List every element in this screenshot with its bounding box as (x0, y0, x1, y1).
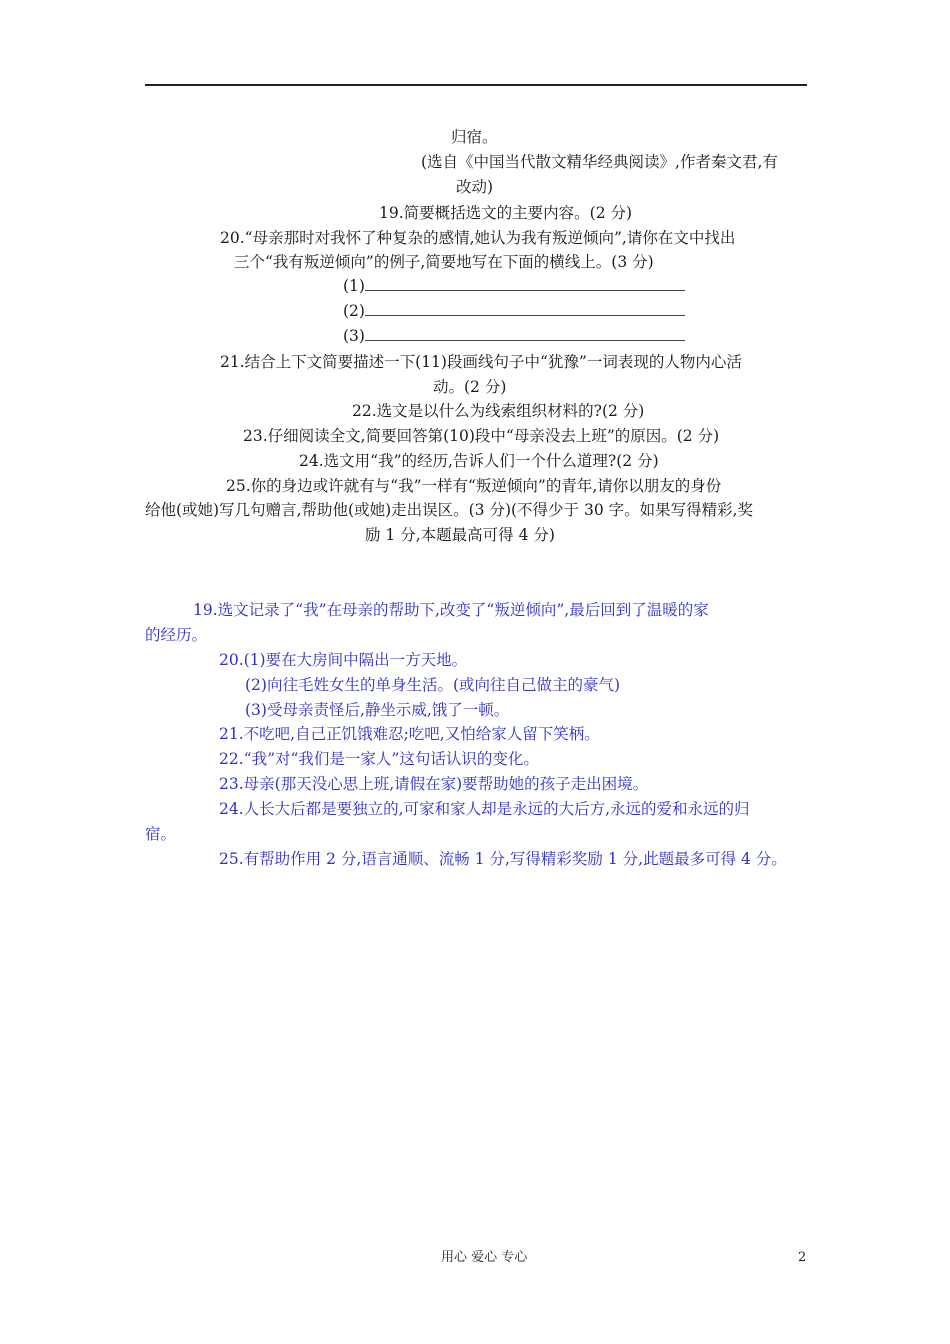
question-24: 24.选文用“我”的经历,告诉人们一个什么道理?(2 分) (299, 452, 659, 470)
blank-line-1[interactable] (365, 276, 685, 291)
answer-24-line-1: 24.人长大后都是要独立的,可家和家人却是永远的大后方,永远的爱和永远的归 (219, 800, 750, 818)
answer-21: 21.不吃吧,自己正饥饿难忍;吃吧,又怕给家人留下笑柄。 (219, 725, 600, 743)
answer-25: 25.有帮助作用 2 分,语言通顺、流畅 1 分,写得精彩奖励 1 分,此题最多可得 4 分。 (219, 850, 787, 868)
blank-label-1: (1) (343, 277, 365, 295)
blank-line-3[interactable] (365, 326, 685, 341)
answer-19-line-2: 的经历。 (145, 626, 208, 644)
header-rule (145, 84, 807, 86)
question-23: 23.仔细阅读全文,简要回答第(10)段中“母亲没去上班”的原因。(2 分) (243, 427, 720, 445)
question-20-line-2: 三个“我有叛逆倾向”的例子,简要地写在下面的横线上。(3 分) (234, 253, 654, 271)
question-19: 19.简要概括选文的主要内容。(2 分) (379, 204, 633, 222)
answer-24-line-2: 宿。 (145, 825, 177, 843)
question-22: 22.选文是以什么为线索组织材料的?(2 分) (352, 402, 645, 420)
question-25-line-3: 励 1 分,本题最高可得 4 分) (365, 526, 555, 544)
question-20-line-1: 20.“母亲那时对我怀了种复杂的感情,她认为我有叛逆倾向”,请你在文中找出 (220, 229, 736, 247)
blank-line-2[interactable] (365, 301, 685, 316)
answer-blank-1[interactable] (343, 276, 685, 296)
answer-blank-3[interactable] (343, 326, 685, 346)
answer-blank-2[interactable] (343, 301, 685, 321)
answer-23: 23.母亲(那天没心思上班,请假在家)要帮助她的孩子走出困境。 (219, 775, 649, 793)
blank-label-2: (2) (343, 302, 365, 320)
blank-label-3: (3) (343, 327, 365, 345)
source-line-2: 改动) (456, 178, 494, 196)
source-line-1: (选自《中国当代散文精华经典阅读》,作者秦文君,有 (421, 153, 778, 171)
answer-20-line-3: (3)受母亲责怪后,静坐示威,饿了一顿。 (245, 701, 510, 719)
answer-22: 22.“我”对“我们是一家人”这句话认识的变化。 (219, 750, 539, 768)
answer-20-line-1: 20.(1)要在大房间中隔出一方天地。 (219, 651, 468, 669)
question-25-line-2: 给他(或她)写几句赠言,帮助他(或她)走出误区。(3 分)(不得少于 30 字。如果写得精彩,奖 (145, 501, 754, 519)
question-21-line-2: 动。(2 分) (433, 378, 507, 396)
question-21-line-1: 21.结合上下文简要描述一下(11)段画线句子中“犹豫”一词表现的人物内心活 (220, 353, 742, 371)
answer-19-line-1: 19.选文记录了“我”在母亲的帮助下,改变了“叛逆倾向”,最后回到了温暖的家 (193, 601, 709, 619)
page-number: 2 (798, 1250, 807, 1265)
answer-20-line-2: (2)向往毛姓女生的单身生活。(或向往自己做主的豪气) (245, 676, 621, 694)
passage-tail: 归宿。 (451, 128, 498, 146)
footer-motto: 用心 爱心 专心 (441, 1250, 528, 1265)
question-25-line-1: 25.你的身边或许就有与“我”一样有“叛逆倾向”的青年,请你以朋友的身份 (226, 477, 722, 495)
